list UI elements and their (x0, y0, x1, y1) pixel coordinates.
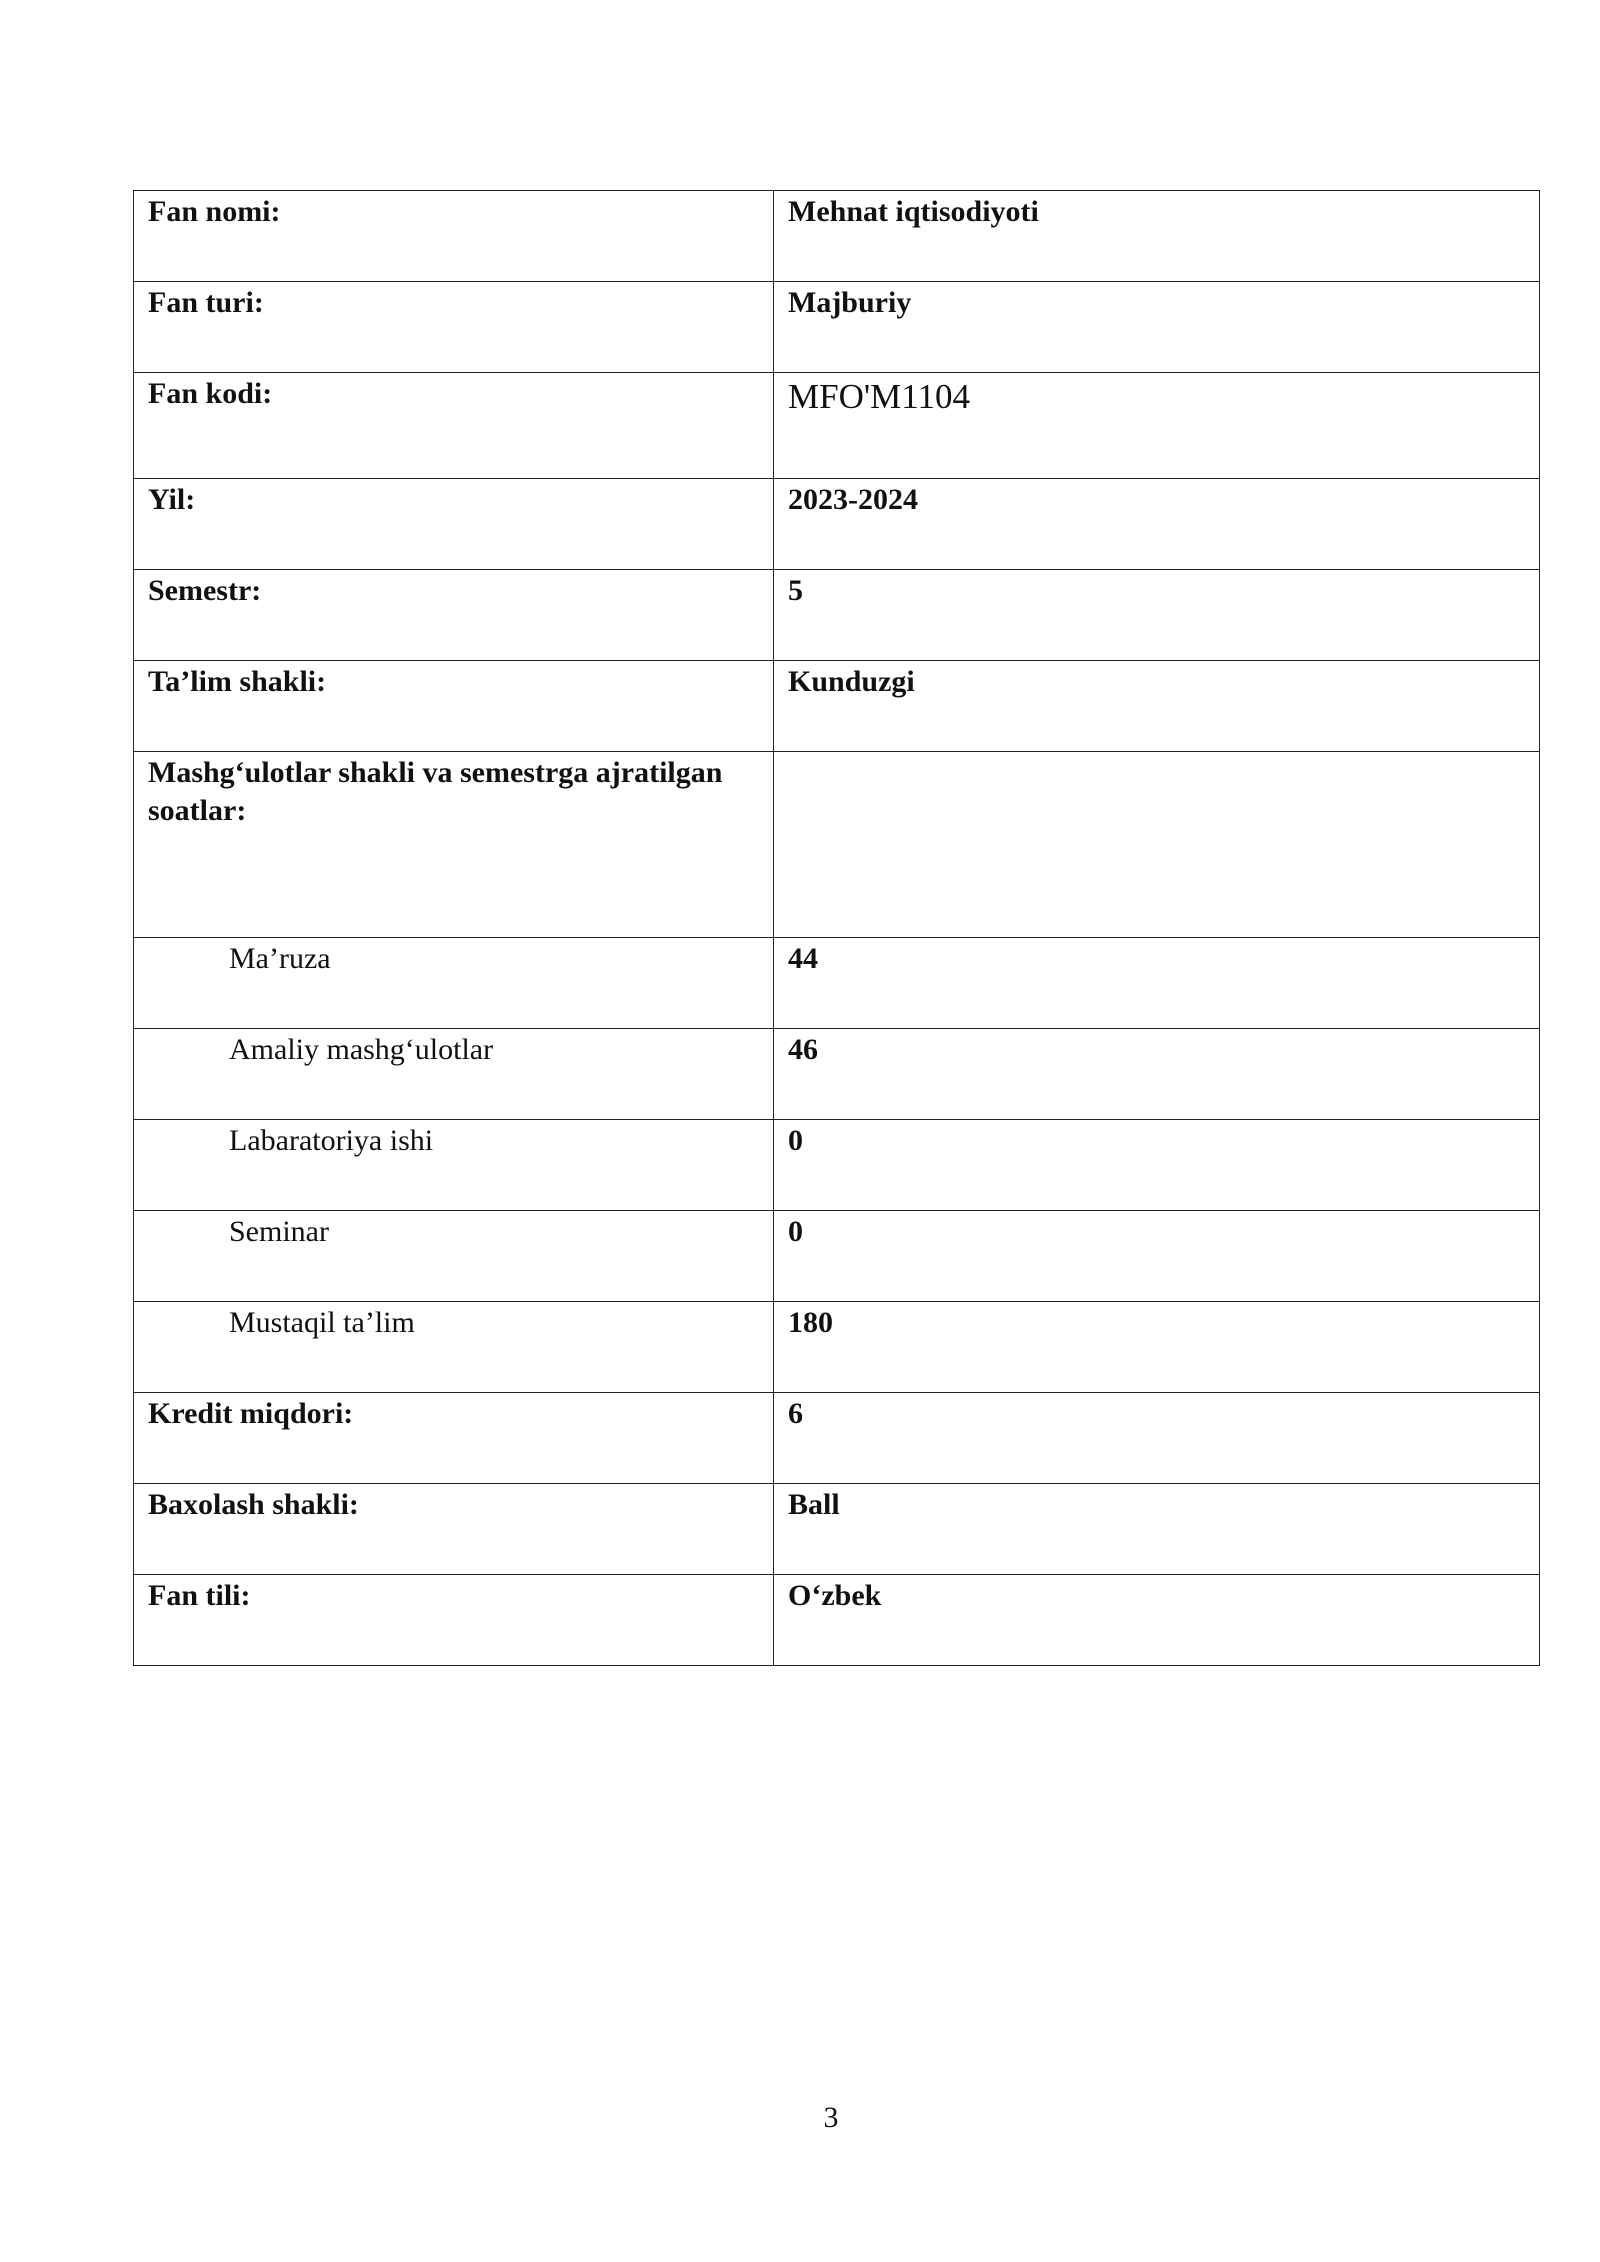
row-label: Baxolash shakli: (148, 1488, 359, 1521)
table-row (134, 1029, 1540, 1120)
table-row (134, 938, 1540, 1029)
row-value: 44 (788, 942, 818, 975)
row-value: Ball (788, 1488, 840, 1521)
label-cell (134, 1484, 774, 1575)
row-value: Kunduzgi (788, 665, 915, 698)
label-cell (134, 282, 774, 373)
table-row (134, 191, 1540, 282)
value-cell (774, 661, 1540, 752)
label-cell (134, 1029, 774, 1120)
label-cell (134, 1302, 774, 1393)
value-cell (774, 373, 1540, 479)
row-label: Kredit miqdori: (148, 1397, 354, 1430)
label-cell (134, 479, 774, 570)
row-label: Mustaqil ta’lim (229, 1306, 415, 1339)
value-cell (774, 1484, 1540, 1575)
value-cell (774, 1575, 1540, 1666)
label-cell (134, 661, 774, 752)
row-label: Ta’lim shakli: (148, 665, 327, 698)
row-value: 0 (788, 1124, 803, 1157)
row-label: Fan tili: (148, 1579, 251, 1612)
row-label: Semestr: (148, 574, 262, 607)
table-row (134, 752, 1540, 938)
row-value: 2023-2024 (788, 483, 918, 516)
row-label: Labaratoriya ishi (229, 1124, 434, 1157)
table-row (134, 1211, 1540, 1302)
label-cell (134, 938, 774, 1029)
course-info-table (133, 190, 1540, 1666)
value-cell (774, 1029, 1540, 1120)
table-row (134, 1302, 1540, 1393)
value-cell (774, 1120, 1540, 1211)
table-row (134, 1575, 1540, 1666)
value-cell (774, 752, 1540, 938)
label-cell (134, 1211, 774, 1302)
row-value: 6 (788, 1397, 803, 1430)
row-value (788, 752, 1525, 754)
label-cell (134, 1393, 774, 1484)
row-value: 5 (788, 574, 803, 607)
table-row (134, 373, 1540, 479)
row-value: O‘zbek (788, 1579, 882, 1612)
label-cell (134, 752, 774, 938)
value-cell (774, 479, 1540, 570)
row-label: Mashg‘ulotlar shakli va semestrga ajratilgan soatlar: (148, 756, 723, 827)
label-cell (134, 1120, 774, 1211)
value-cell (774, 938, 1540, 1029)
table-row (134, 282, 1540, 373)
row-label: Amaliy mashg‘ulotlar (229, 1033, 494, 1066)
table-row (134, 479, 1540, 570)
page-number: 3 (823, 2101, 839, 2134)
row-label: Ma’ruza (229, 942, 331, 975)
row-label: Yil: (148, 483, 196, 516)
value-cell (774, 1211, 1540, 1302)
label-cell (134, 1575, 774, 1666)
value-cell (774, 1302, 1540, 1393)
row-value: 180 (788, 1306, 833, 1339)
table-row (134, 1484, 1540, 1575)
label-cell (134, 191, 774, 282)
label-cell (134, 570, 774, 661)
value-cell (774, 191, 1540, 282)
row-value: Majburiy (788, 286, 912, 319)
table-row (134, 661, 1540, 752)
label-cell (134, 373, 774, 479)
row-label: Fan turi: (148, 286, 264, 319)
row-label: Fan nomi: (148, 195, 281, 228)
value-cell (774, 570, 1540, 661)
table-row (134, 1120, 1540, 1211)
value-cell (774, 1393, 1540, 1484)
row-value: 46 (788, 1033, 818, 1066)
row-value: Mehnat iqtisodiyoti (788, 195, 1039, 228)
table-row (134, 1393, 1540, 1484)
row-label: Fan kodi: (148, 377, 273, 410)
row-value: MFO'M1104 (788, 377, 970, 416)
table-row (134, 570, 1540, 661)
value-cell (774, 282, 1540, 373)
row-value: 0 (788, 1215, 803, 1248)
row-label: Seminar (229, 1215, 329, 1248)
